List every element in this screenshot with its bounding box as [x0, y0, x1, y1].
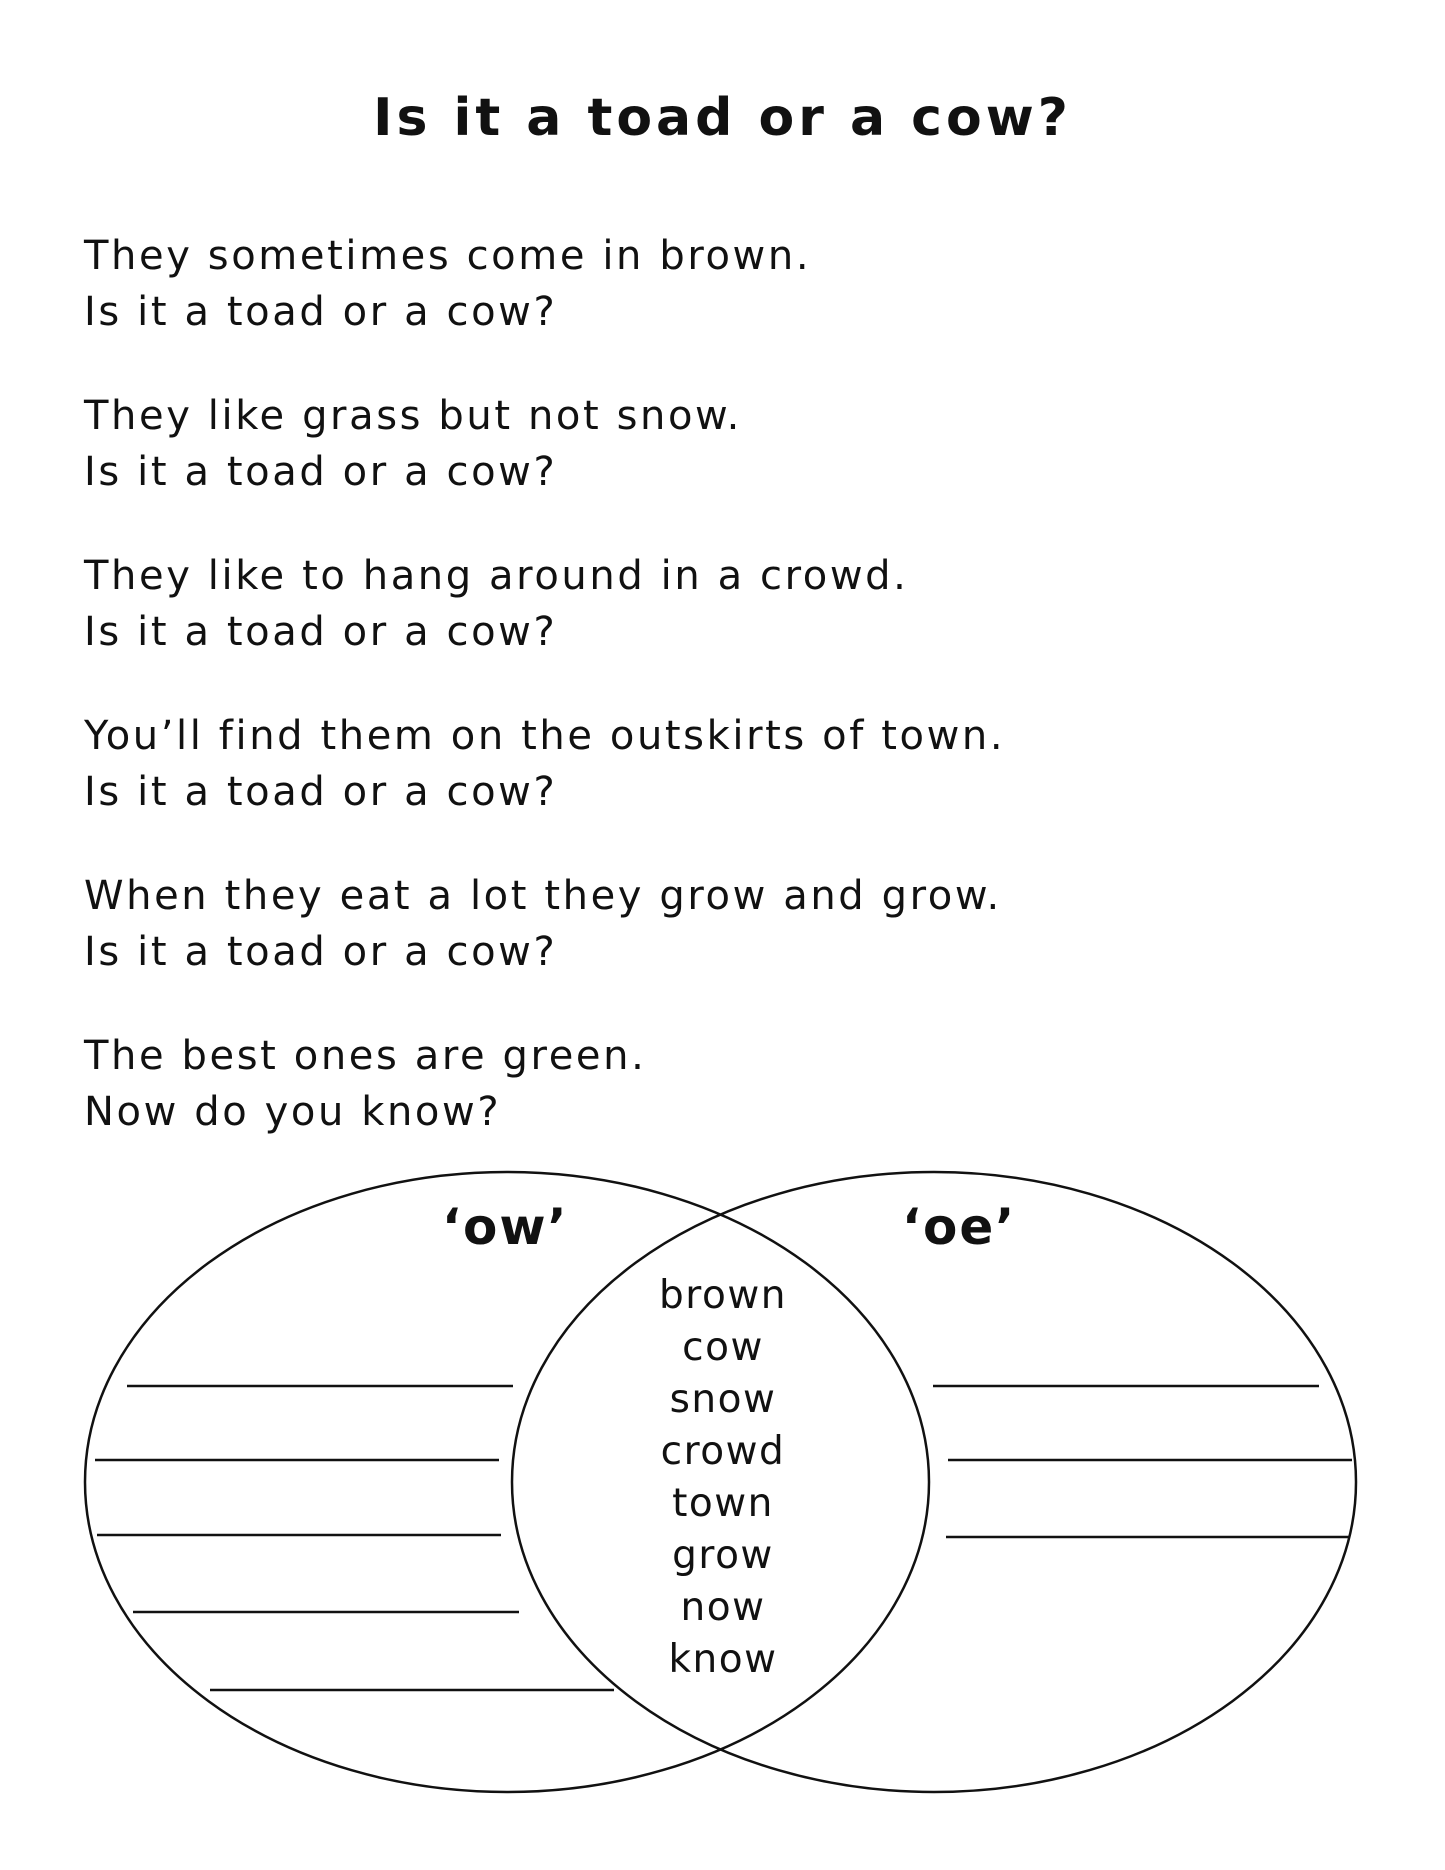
venn-right-label: ‘oe’	[902, 1198, 1017, 1256]
word-item: snow	[669, 1377, 777, 1422]
word-item: grow	[672, 1533, 774, 1578]
word-item: know	[668, 1637, 778, 1682]
word-item: town	[672, 1481, 774, 1526]
stanza-refrain: Is it a toad or a cow?	[84, 929, 558, 975]
worksheet-title: Is it a toad or a cow?	[373, 88, 1072, 148]
word-item: brown	[659, 1273, 787, 1318]
stanza-line: You’ll find them on the outskirts of town.	[84, 713, 1006, 759]
stanza-question: Now do you know?	[84, 1089, 502, 1135]
stanza-refrain: Is it a toad or a cow?	[84, 769, 558, 815]
stanza-refrain: Is it a toad or a cow?	[84, 609, 558, 655]
stanza-line: They like to hang around in a crowd.	[84, 553, 909, 599]
stanza-line: They like grass but not snow.	[84, 393, 742, 439]
stanza-line: When they eat a lot they grow and grow.	[84, 873, 1002, 919]
stanza-line: They sometimes come in brown.	[84, 233, 812, 279]
venn-overlap-word-list	[622, 1270, 824, 1686]
word-item: now	[680, 1585, 766, 1630]
stanza-refrain: Is it a toad or a cow?	[84, 289, 558, 335]
word-item: cow	[682, 1325, 764, 1370]
stanza-line: The best ones are green.	[84, 1033, 647, 1079]
venn-left-label: ‘ow’	[442, 1198, 569, 1256]
word-item: crowd	[660, 1429, 786, 1474]
stanza-refrain: Is it a toad or a cow?	[84, 449, 558, 495]
